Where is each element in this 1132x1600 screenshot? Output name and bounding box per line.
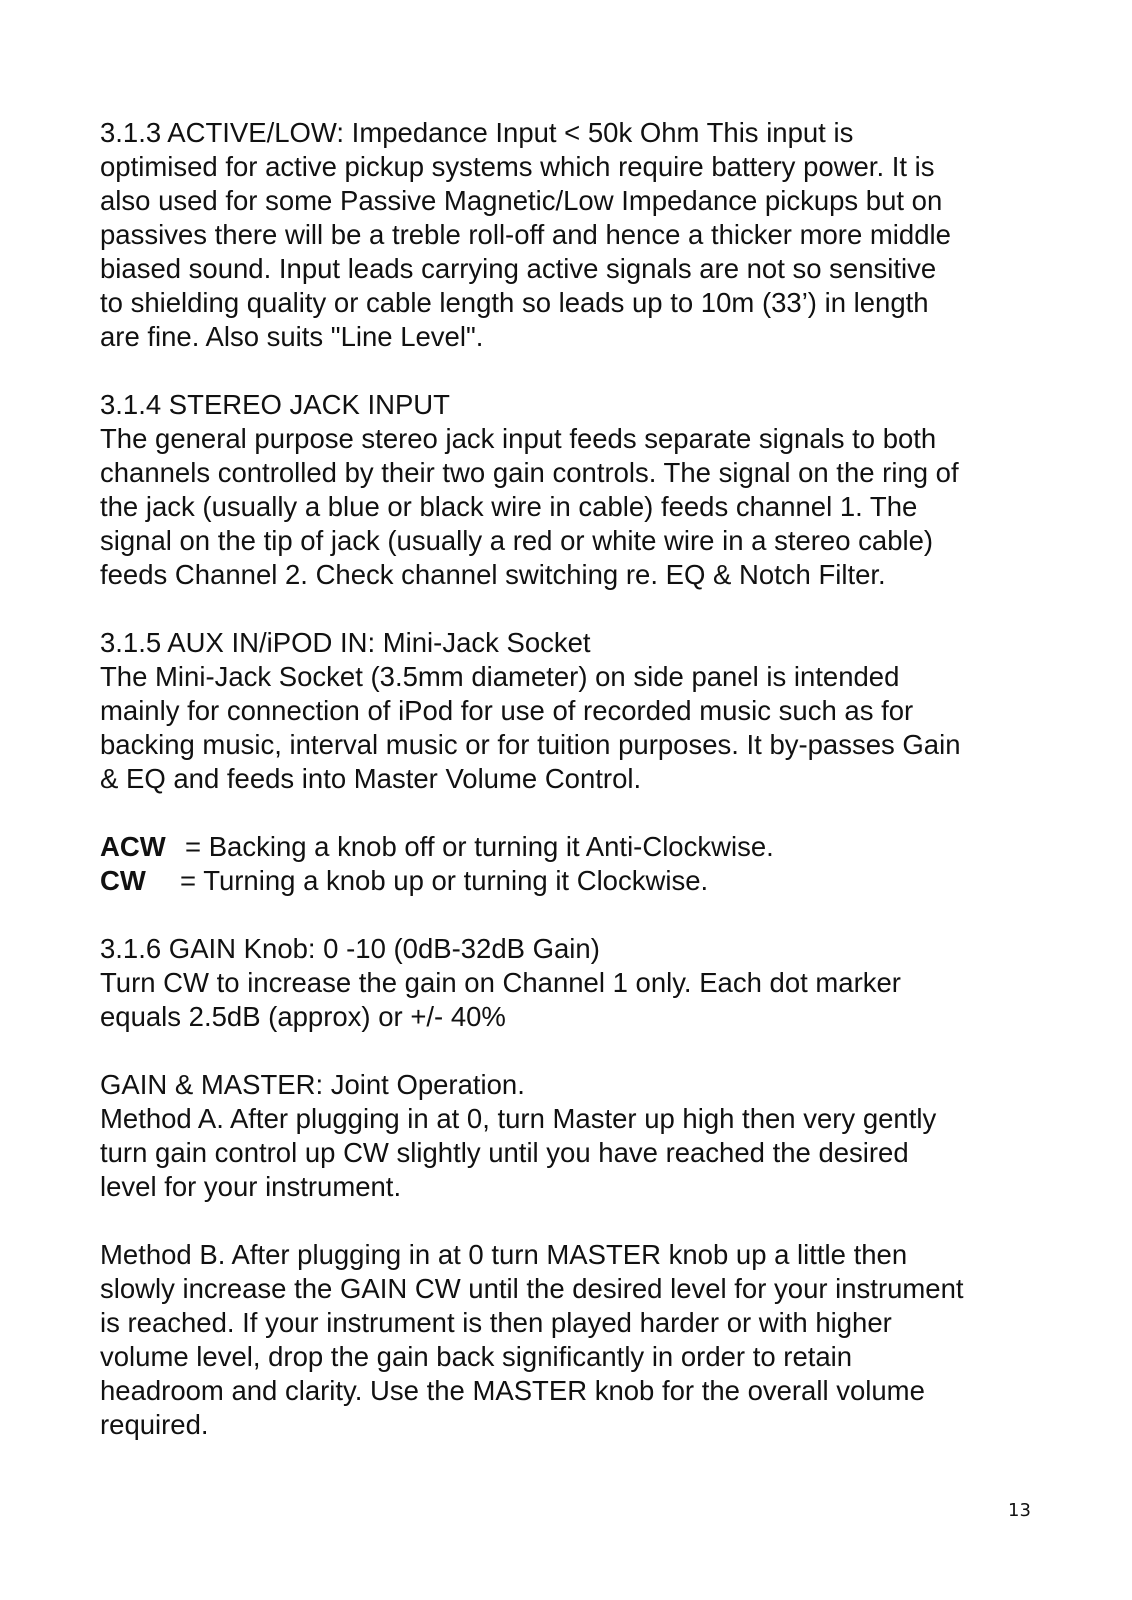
paragraph-line: Turn CW to increase the gain on Channel 1 only. Each dot marker (100, 967, 901, 998)
paragraph-line: also used for some Passive Magnetic/Low Impedance pickups but on (100, 185, 943, 216)
paragraph-line: to shielding quality or cable length so leads up to 10m (33’) in length (100, 287, 929, 318)
abbreviation-definition: = Backing a knob off or turning it Anti-Clockwise. (185, 831, 774, 862)
paragraph-line: passives there will be a treble roll-off and hence a thicker more middle (100, 219, 951, 250)
section-joint-operation-method-a (100, 1068, 1040, 1204)
abbreviation-term: CW (100, 865, 146, 896)
paragraph-line: signal on the tip of jack (usually a red or white wire in a stereo cable) (100, 525, 934, 556)
section-heading: 3.1.4 STEREO JACK INPUT (100, 389, 450, 420)
paragraph-line: the jack (usually a blue or black wire in cable) feeds channel 1. The (100, 491, 918, 522)
paragraph-line: is reached. If your instrument is then played harder or with higher (100, 1307, 892, 1338)
paragraph-line: are fine. Also suits "Line Level". (100, 321, 484, 352)
section-aux-in (100, 626, 1040, 796)
page-number: 13 (1008, 1500, 1031, 1521)
paragraph-line: feeds Channel 2. Check channel switching re. EQ & Notch Filter. (100, 559, 886, 590)
section-active-low (100, 116, 1040, 354)
paragraph-line: mainly for connection of iPod for use of recorded music such as for (100, 695, 914, 726)
paragraph-line: required. (100, 1409, 209, 1440)
section-heading: GAIN & MASTER: Joint Operation. (100, 1069, 525, 1100)
paragraph-line: backing music, interval music or for tuition purposes. It by-passes Gain (100, 729, 961, 760)
paragraph-line: equals 2.5dB (approx) or +/- 40% (100, 1001, 506, 1032)
paragraph-line: volume level, drop the gain back significantly in order to retain (100, 1341, 853, 1372)
section-gain-knob (100, 932, 1040, 1034)
section-stereo-jack-input (100, 388, 1040, 592)
abbreviation-cw (100, 864, 1040, 898)
page-content (100, 116, 1040, 1476)
paragraph-line: biased sound. Input leads carrying active signals are not so sensitive (100, 253, 937, 284)
abbreviation-term: ACW (100, 831, 166, 862)
paragraph-line: Method A. After plugging in at 0, turn Master up high then very gently (100, 1103, 937, 1134)
abbreviation-list (100, 830, 1040, 898)
section-heading: 3.1.5 AUX IN/iPOD IN: Mini-Jack Socket (100, 627, 591, 658)
paragraph-line: turn gain control up CW slightly until you have reached the desired (100, 1137, 909, 1168)
paragraph-line: optimised for active pickup systems which require battery power. It is (100, 151, 935, 182)
paragraph-line: slowly increase the GAIN CW until the desired level for your instrument (100, 1273, 964, 1304)
paragraph-line: 3.1.3 ACTIVE/LOW: Impedance Input < 50k Ohm This input is (100, 117, 854, 148)
paragraph-line: The Mini-Jack Socket (3.5mm diameter) on side panel is intended (100, 661, 900, 692)
paragraph-line: level for your instrument. (100, 1171, 402, 1202)
section-joint-operation-method-b (100, 1238, 1040, 1442)
abbreviation-acw (100, 830, 1040, 864)
abbreviation-definition: = Turning a knob up or turning it Clockwise. (180, 865, 709, 896)
paragraph-line: headroom and clarity. Use the MASTER knob for the overall volume (100, 1375, 925, 1406)
paragraph-line: Method B. After plugging in at 0 turn MASTER knob up a little then (100, 1239, 908, 1270)
paragraph-line: channels controlled by their two gain controls. The signal on the ring of (100, 457, 959, 488)
paragraph-line: The general purpose stereo jack input feeds separate signals to both (100, 423, 937, 454)
section-heading: 3.1.6 GAIN Knob: 0 -10 (0dB-32dB Gain) (100, 933, 600, 964)
paragraph-line: & EQ and feeds into Master Volume Control. (100, 763, 642, 794)
